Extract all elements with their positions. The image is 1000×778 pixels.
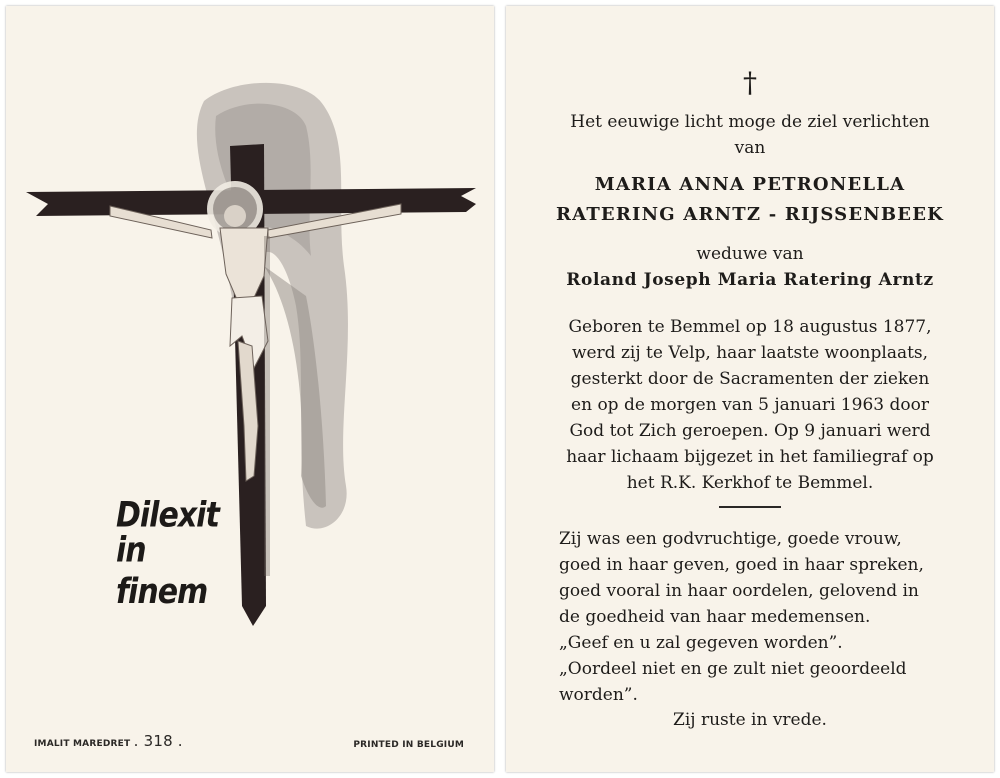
printed-in-label: PRINTED IN BELGIUM	[353, 740, 464, 750]
tribute-line: „Geef en u zal gegeven worden”.	[559, 633, 843, 653]
cross-icon: †	[743, 66, 757, 99]
deceased-name-line: RATERING ARNTZ - RIJSSENBEEK	[555, 204, 944, 225]
intro-line: van	[734, 138, 766, 158]
intro-line: Het eeuwige licht moge de ziel verlichten	[570, 112, 930, 132]
biography-line: Geboren te Bemmel op 18 augustus 1877,	[568, 317, 932, 337]
tribute-line: de goedheid van haar medemensen.	[559, 607, 871, 627]
crucifix-icon	[6, 6, 494, 646]
motto-line-2: in finem	[116, 530, 208, 613]
motto-line-1: Dilexit	[116, 495, 219, 536]
deceased-name-line: MARIA ANNA PETRONELLA	[594, 174, 906, 195]
widow-of-label: weduwe van	[696, 244, 804, 264]
front-card	[6, 6, 494, 772]
biography-line: God tot Zich geroepen. Op 9 januari werd	[569, 421, 931, 441]
publisher-code	[34, 732, 183, 750]
tribute-line: Zij was een godvruchtige, goede vrouw,	[559, 529, 902, 549]
tribute	[559, 526, 979, 708]
publisher-name: IMALIT MAREDRET	[34, 739, 131, 749]
husband-name: Roland Joseph Maria Ratering Arntz	[566, 270, 934, 290]
biography	[506, 314, 994, 496]
tribute-line: „Oordeel niet en ge zult niet geoordeeld	[559, 659, 907, 679]
tribute-line: goed vooral in haar oordelen, gelovend in	[559, 581, 919, 601]
biography-line: haar lichaam bijgezet in het familiegraf op	[566, 447, 934, 467]
tribute-line: goed in haar geven, goed in haar spreken,	[559, 555, 924, 575]
tribute-line: worden”.	[559, 685, 638, 705]
biography-line: werd zij te Velp, haar laatste woonplaats,	[571, 343, 929, 363]
biography-line: het R.K. Kerkhof te Bemmel.	[626, 473, 874, 493]
back-card	[506, 6, 994, 772]
closing-line: Zij ruste in vrede.	[673, 710, 827, 730]
biography-line: en op de morgen van 5 januari 1963 door	[571, 395, 929, 415]
publisher-number: . 318 .	[133, 732, 183, 750]
biography-line: gesterkt door de Sacramenten der zieken	[570, 369, 930, 389]
divider	[719, 506, 781, 508]
